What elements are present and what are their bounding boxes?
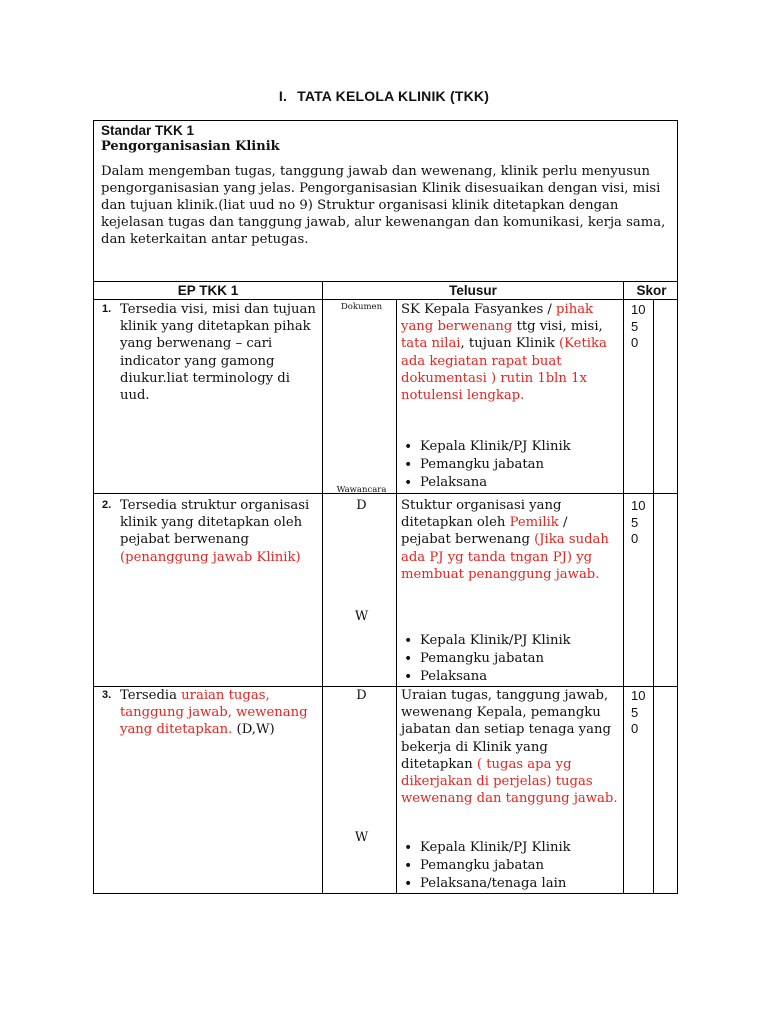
row-1-scores: 10 5 0: [631, 302, 646, 350]
section-heading-number: I.: [278, 88, 288, 104]
row-2-number: 2.: [102, 499, 112, 511]
standard-block: [101, 123, 671, 248]
list-item: • Pelaksana: [401, 668, 621, 686]
list-item: • Kepala Klinik/PJ Klinik: [401, 438, 621, 456]
row-3-telusur-text: Uraian tugas, tanggung jawab, wewenang Kepala, pemangku jabatan dan setiap tenaga yang bekerja di Klinik yang ditetapkan ( tugas apa yg dikerjakan di perjelas) tugas wewenang dan tanggung jawab.: [401, 688, 618, 807]
row-1-method-dokumen: Dokumen: [340, 302, 383, 312]
header-skor: Skor: [636, 283, 667, 298]
row-2-method-w: W: [354, 609, 369, 624]
list-item: • Kepala Klinik/PJ Klinik: [401, 632, 621, 650]
standard-description: Dalam mengemban tugas, tanggung jawab dan wewenang, klinik perlu menyusun pengorganisasian yang jelas. Pengorganisasian Klinik disesuaikan dengan visi, misi dan tujuan klinik.(liat uud no 9) Struktur organisasi klinik ditetapkan dengan kejelasan tugas dan tanggung jawab, alur kewenangan dan komunikasi, kerja sama, dan keterkaitan antar petugas.: [101, 164, 666, 247]
row-3-interviewees: [401, 839, 621, 893]
row-2-telusur-text: Stuktur organisasi yang ditetapkan oleh Pemilik / pejabat berwenang (Jika sudah ada PJ yg tanda tngan PJ) yg membuat penanggung jawab.: [401, 498, 609, 582]
row-2-interviewees: [401, 632, 621, 686]
row-1-number: 1.: [102, 303, 112, 315]
list-item: • Pemangku jabatan: [401, 857, 621, 875]
row-3-number: 3.: [102, 689, 112, 701]
section-heading: [0, 88, 768, 104]
row-3-ep-text: Tersedia uraian tugas, tanggung jawab, wewenang yang ditetapkan. (D,W): [120, 688, 308, 738]
row-1-ep-text: Tersedia visi, misi dan tujuan klinik yang ditetapkan pihak yang berwenang – cari indicator yang gamong diukur.liat terminology di uud.: [120, 302, 316, 404]
list-item: • Pelaksana/tenaga lain: [401, 875, 621, 893]
list-item: • Kepala Klinik/PJ Klinik: [401, 839, 621, 857]
list-item: • Pelaksana: [401, 474, 621, 492]
standard-table: [93, 120, 678, 894]
section-heading-text: TATA KELOLA KLINIK (TKK): [297, 88, 490, 104]
header-telusur: Telusur: [449, 283, 497, 298]
col-divider-ep: [322, 281, 323, 894]
standard-title: Standar TKK 1: [101, 123, 195, 138]
standard-subtitle: Pengorganisasian Klinik: [101, 139, 280, 154]
row-3-method-d: D: [356, 688, 367, 703]
row-2-ep-text: Tersedia struktur organisasi klinik yang ditetapkan oleh pejabat berwenang (penanggung jawab Klinik): [120, 498, 310, 565]
header-ep: EP TKK 1: [177, 283, 239, 298]
rule-header-bottom: [94, 299, 677, 300]
row-1-method-wawancara: Wawancara: [336, 485, 387, 495]
row-3-scores: 10 5 0: [631, 688, 646, 736]
col-divider-telusur: [623, 281, 624, 894]
list-item: • Pemangku jabatan: [401, 650, 621, 668]
col-divider-skor: [653, 299, 654, 894]
row-2-method-d: D: [356, 498, 367, 513]
list-item: • Pemangku jabatan: [401, 456, 621, 474]
row-1-telusur-text: SK Kepala Fasyankes / pihak yang berwenang ttg visi, misi, tata nilai, tujuan Klinik (Ketika ada kegiatan rapat buat dokumentasi ) rutin 1bln 1x notulensi lengkap.: [401, 302, 607, 404]
row-3-method-w: W: [354, 830, 369, 845]
col-divider-method: [396, 299, 397, 894]
row-1-interviewees: [401, 438, 621, 492]
row-2-scores: 10 5 0: [631, 498, 646, 546]
